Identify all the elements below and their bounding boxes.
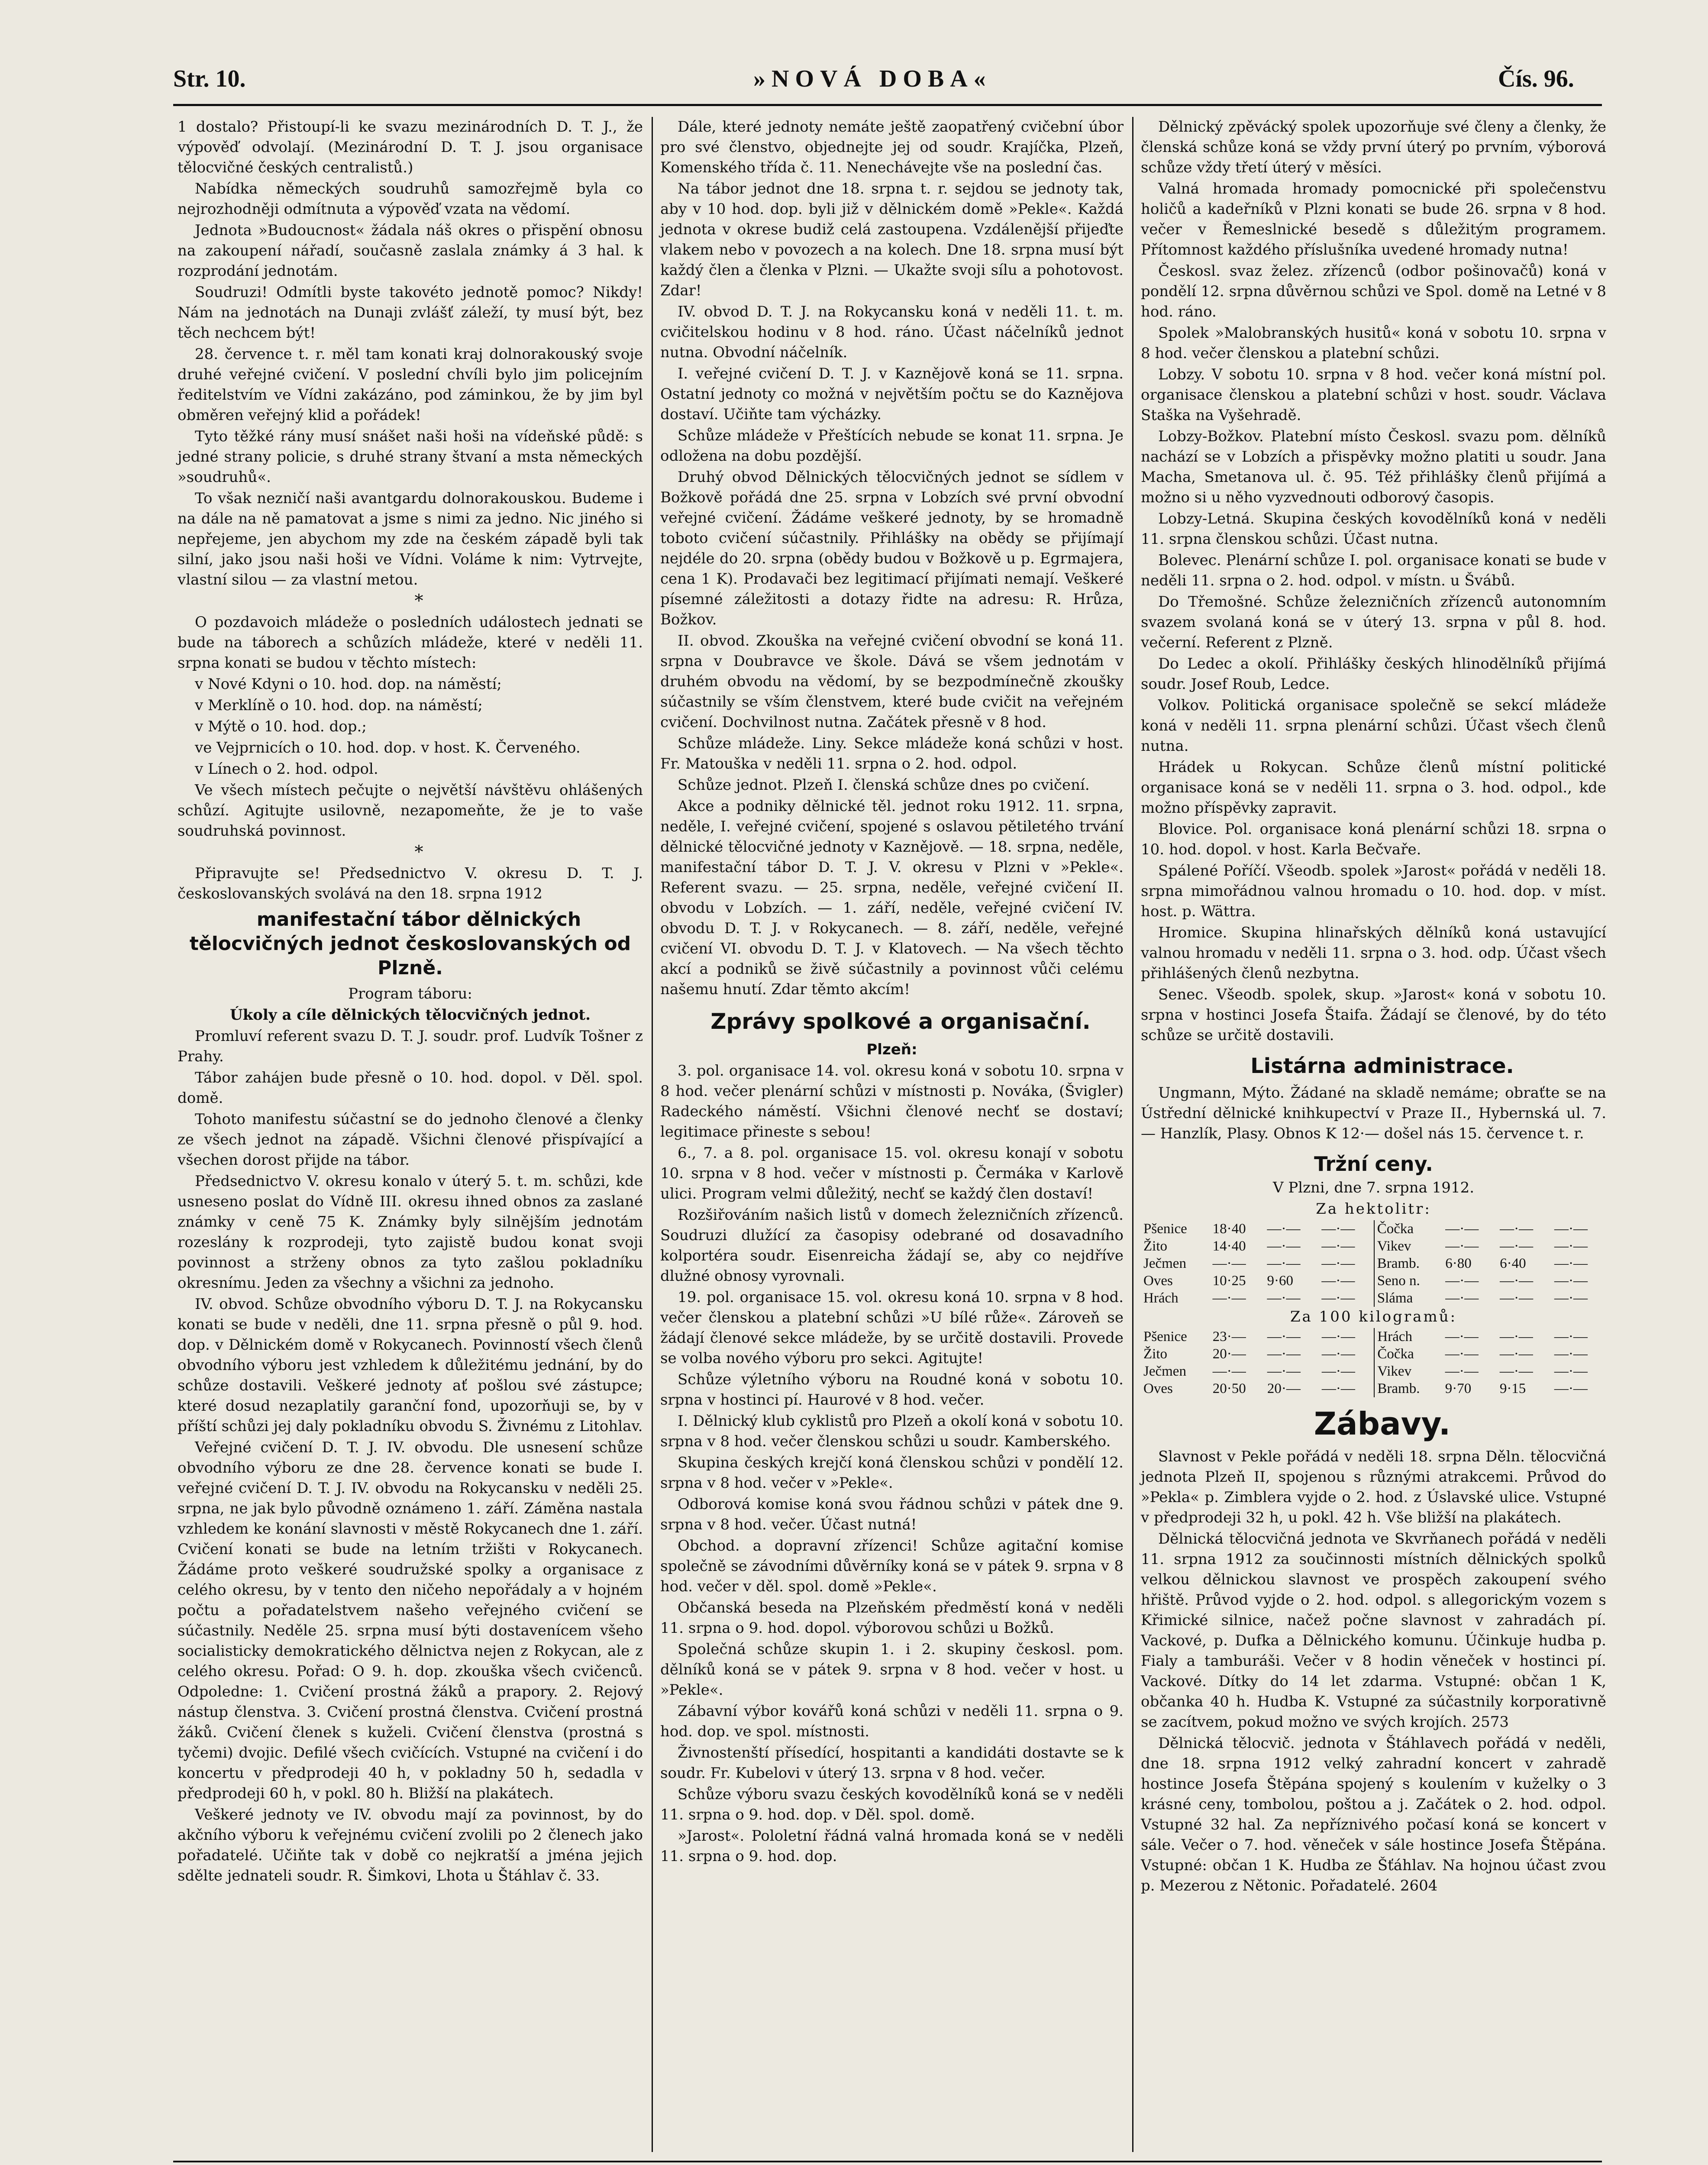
price-cell: —·— xyxy=(1499,1329,1533,1344)
col1-paragraph: O pozdavoich mládeže o posledních událostech jednati se bude na táborech a schůzích mládeže, které v neděli 11. srpna konati se budou v těchto místech: xyxy=(178,614,643,672)
price-cell: —·— xyxy=(1445,1329,1479,1344)
price-cell: 18·40 xyxy=(1212,1221,1246,1237)
col1-paragraph: Tyto těžké rány musí snášet naši hoši na vídeňské půdě: s jedné strany policie, s druhé strany štvaní a msta německých »soudruhů«. xyxy=(178,428,643,486)
price-cell: 10·25 xyxy=(1212,1273,1246,1289)
issue-number: Čís. 96. xyxy=(1498,65,1574,92)
col2-paragraph: Schůze jednot. Plzeň I. členská schůze dnes po cvičení. xyxy=(678,776,1090,794)
price-cell: 9·60 xyxy=(1267,1273,1294,1289)
col1-paragraph: 1 dostalo? Přistoupí-li ke svazu mezinárodních D. T. J., že výpověď odvolají. (Mezinárodní D. T. J. jsou organisace tělocvičné českých centralistů.) xyxy=(178,118,643,176)
col3-paragraph: Ungmann, Mýto. Žádané na skladě nemáme; obraťte se na Ústřední dělnické knihkupectví v Praze II., Hybernská ul. 7. — Hanzlík, Plasy. Obnos K 12·— došel nás 15. července t. r. xyxy=(1141,1084,1606,1142)
col1-paragraph: Úkoly a cíle dělnických tělocvičných jednot. xyxy=(230,1006,591,1024)
col2-paragraph: I. Dělnický klub cyklistů pro Plzeň a okolí koná v sobotu 10. srpna v 8 hod. večer členskou schůzi u soudr. Kamberského. xyxy=(660,1412,1124,1450)
commodity-name: Vikev xyxy=(1374,1238,1443,1255)
col2-paragraph: Plzeň: xyxy=(866,1041,917,1058)
commodity-name: Čočka xyxy=(1374,1345,1442,1363)
price-cell: 20·— xyxy=(1212,1346,1246,1362)
market-heading-kg: Za 100 kilogramů: xyxy=(1290,1308,1457,1325)
col2-paragraph: Živnostenští přísedící, hospitanti a kandidáti dostavte se k soudr. Fr. Kubelovi v úterý 13. srpna v 8 hod. večer. xyxy=(660,1744,1124,1782)
commodity-name: Sláma xyxy=(1374,1289,1443,1307)
column-3 xyxy=(1141,117,1606,1897)
price-cell: —·— xyxy=(1267,1256,1301,1271)
price-cell: —·— xyxy=(1321,1290,1355,1306)
price-cell: —·— xyxy=(1554,1221,1588,1237)
price-cell: —·— xyxy=(1445,1273,1479,1289)
col3b-paragraph: Slavnost v Pekle pořádá v neděli 18. srpna Děln. tělocvičná jednota Plzeň II, spojenou s různými atrakcemi. Průvod do »Pekla« p. Zimblera vyjde o 2. hod. z Úslavské ulice. Vstupné v předprodeji 32 h, u pokl. 42 h. Vše bližší na plakátech. xyxy=(1141,1448,1606,1526)
col2-paragraph: I. veřejné cvičení D. T. J. v Kaznějově koná se 11. srpna. Ostatní jednoty co možná v největším počtu se do Kaznějova dostaví. Učiňte tam výcházky. xyxy=(660,365,1124,423)
col2-paragraph: »Jarost«. Pololetní řádná valná hromada koná se v neděli 11. srpna o 9. hod. dop. xyxy=(660,1827,1124,1865)
col2-paragraph: Dále, které jednoty nemáte ještě zaopatřený cvičební úbor pro své členstvo, objednejte jej od soudr. Krajíčka, Plzeň, Komenského třída č. 11. Nenechávejte vše na poslední čas. xyxy=(660,118,1124,176)
col3b-paragraph: Dělnická tělocvič. jednota v Štáhlavech pořádá v neděli, dne 18. srpna 1912 velký zahradní koncert v zahradě hostince Josefa Štěpána spojený s koulením v kuželky o 3 krásné ceny, tombolou, poštou a j. Začátek o 2. hod. odpol. Vstupné 32 hal. Za nepříznivého počasí koná se koncert v sále. Večer o 7. hod. věneček v sále hostince Josefa Štěpána. Vstupné: občan 1 K. Hudba ze Šťáhlav. Na hojnou účast zvou p. Mezerou z Nětonic. Pořadatelé. 2604 xyxy=(1141,1735,1606,1894)
col2-paragraph: Občanská beseda na Plzeňském předměstí koná v neděli 11. srpna o 9. hod. dopol. výborovou schůzi u Božků. xyxy=(660,1599,1124,1637)
col2-paragraph: Schůze výboru svazu českých kovodělníků koná se v neděli 11. srpna o 9. hod. dop. v Děl. spol. domě. xyxy=(660,1786,1124,1823)
price-cell: —·— xyxy=(1554,1238,1588,1254)
col1-paragraph: Ve všech místech pečujte o největší návštěvu ohlášených schůzí. Agitujte usilovně, nezapomeňte, že je to vaše soudruhská povinnost. xyxy=(178,782,643,840)
col3-paragraph: Valná hromada hromady pomocnické při společenstvu holičů a kadeřníků v Plzni konati se bude 26. srpna v 8 hod. večer v Řemeslnické besedě s důležitým programem. Přítomnost každého příslušníka uvedené hromady nutna! xyxy=(1141,180,1606,259)
price-cell: —·— xyxy=(1321,1238,1355,1254)
price-cell: —·— xyxy=(1499,1346,1533,1362)
col2-paragraph: Na tábor jednot dne 18. srpna t. r. sejdou se jednoty tak, aby v 10 hod. dop. byli již v dělnickém domě »Pekle«. Každá jednota v okrese budiž celá zastoupena. Vzdálenější přijeďte vlakem nebo v povozech a na kolech. Dne 18. srpna musí být každý člen a členka v Plzni. — Ukažte svoji sílu a pohotovost. Zdar! xyxy=(660,180,1124,299)
price-cell: —·— xyxy=(1321,1364,1355,1379)
col3-paragraph: Hromice. Skupina hlinařských dělníků koná ustavující valnou hromadu v neděli 11. srpna o 3. hod. odp. Účast všech přihlášených členů nezbytna. xyxy=(1141,924,1606,982)
price-cell: —·— xyxy=(1321,1256,1355,1271)
col2-paragraph: Skupina českých krejčí koná členskou schůzi v pondělí 12. srpna v 8 hod. večer v »Pekle«. xyxy=(660,1454,1124,1492)
market-prices xyxy=(1141,1151,1606,1397)
col1-paragraph: * xyxy=(414,591,423,611)
price-cell: —·— xyxy=(1212,1290,1246,1306)
price-cell: 20·— xyxy=(1267,1381,1301,1396)
col2-paragraph: 6., 7. a 8. pol. organisace 15. vol. okresu konají v sobotu 10. srpna v 8 hod. večer v místnosti p. Čermáka v Karlově ulici. Program velmi důležitý, nechť se každý člen dostaví! xyxy=(660,1144,1124,1202)
price-row xyxy=(1141,1272,1606,1289)
col3-paragraph: Volkov. Politická organisace společně se sekcí mládeže koná v neděli 11. srpna plenární schůzi. Účast všech členů nutna. xyxy=(1141,697,1606,755)
price-cell: —·— xyxy=(1321,1329,1355,1344)
market-heading-hl: Za hektolitr: xyxy=(1316,1200,1431,1218)
price-cell: 6·80 xyxy=(1445,1256,1472,1271)
col3-paragraph: Lobzy-Letná. Skupina českých kovodělníků koná v neděli 11. srpna členskou schůzi. Účast nutna. xyxy=(1141,510,1606,548)
commodity-name: Oves xyxy=(1143,1273,1173,1289)
price-cell: —·— xyxy=(1445,1221,1479,1237)
commodity-name: Ječmen xyxy=(1143,1256,1186,1271)
col1-paragraph: Program táboru: xyxy=(348,985,472,1002)
col2-paragraph: Společná schůze skupin 1. i 2. skupiny českosl. pom. dělníků koná se v pátek 9. srpna v 8 hod. večer v host. u »Pekle«. xyxy=(660,1641,1124,1699)
price-cell: —·— xyxy=(1267,1329,1301,1344)
col3-paragraph: Spolek »Malobranských husitů« koná v sobotu 10. srpna v 8 hod. večer členskou a platební schůzi. xyxy=(1141,324,1606,362)
col1-paragraph: Předsednictvo V. okresu konalo v úterý 5. t. m. schůzi, kde usneseno poslat do Vídně III. okresu ihned obnos za zaslané známky v ceně 75 K. Známky byly silnějším jednotám rozeslány k rozprodeji, tyto zajistě budou konat svoji povinnost a strženy obnos za tyto zašlou pokladníku okresnímu. Jeden za všechny a všichni za jednoho. xyxy=(178,1173,643,1292)
col2-paragraph: Schůze mládeže. Liny. Sekce mládeže koná schůzi v host. Fr. Matouška v neděli 11. srpna o 2. hod. odpol. xyxy=(660,735,1124,772)
col1-paragraph: manifestační tábor dělnických tělocvičných jednot českoslovanských od Plzně. xyxy=(189,908,631,979)
price-row xyxy=(1141,1328,1606,1345)
col2-paragraph: II. obvod. Zkouška na veřejné cvičení obvodní se koná 11. srpna v Doubravce ve škole. Dává se všem jednotám v druhém obvodu na vědomí, by se bezpodmínečně zkoušky súčastnily se vším členstvem, které bude cvičit na veřejném cvičení. Dochvilnost nutna. Začátek přesně v 8 hod. xyxy=(660,632,1124,731)
price-cell: —·— xyxy=(1321,1381,1355,1396)
price-cell: —·— xyxy=(1500,1221,1534,1237)
col1-paragraph: v Merklíně o 10. hod. dop. na náměstí; xyxy=(195,697,483,714)
price-row xyxy=(1141,1289,1606,1307)
col3-paragraph: Senec. Všeodb. spolek, skup. »Jarost« koná v sobotu 10. srpna v hostinci Josefa Štaifa. Žádají se členové, by do této schůze se určitě dostavili. xyxy=(1141,986,1606,1044)
market-title: Tržní ceny. xyxy=(1314,1152,1433,1176)
page-header xyxy=(173,65,1602,104)
col1-paragraph: Tábor zahájen bude přesně o 10. hod. dopol. v Děl. spol. domě. xyxy=(178,1069,643,1107)
col1-paragraph: v Línech o 2. hod. odpol. xyxy=(195,760,378,778)
price-cell: —·— xyxy=(1212,1364,1246,1379)
market-date: V Plzni, dne 7. srpna 1912. xyxy=(1272,1179,1475,1196)
col1-paragraph: Promluví referent svazu D. T. J. soudr. prof. Ludvík Tošner z Prahy. xyxy=(178,1028,643,1065)
column-3-entertainment xyxy=(1141,1404,1606,1896)
page-number: Str. 10. xyxy=(173,65,246,92)
price-cell: —·— xyxy=(1445,1238,1479,1254)
commodity-name: Ječmen xyxy=(1143,1364,1186,1379)
col1-paragraph: * xyxy=(414,842,423,862)
commodity-name: Žito xyxy=(1143,1346,1167,1362)
commodity-name: Hrách xyxy=(1374,1328,1442,1345)
price-cell: —·— xyxy=(1554,1290,1588,1306)
price-cell: —·— xyxy=(1445,1290,1479,1306)
commodity-name: Pšenice xyxy=(1143,1221,1187,1237)
col2-paragraph: IV. obvod D. T. J. na Rokycansku koná v neděli 11. t. m. cvičitelskou hodinu v 8 hod. ráno. Účast náčelníků jednot nutna. Obvodní náčelník. xyxy=(660,303,1124,361)
column-divider-1 xyxy=(652,117,653,2152)
header-rule xyxy=(173,104,1602,106)
price-table-100kg xyxy=(1141,1328,1606,1397)
price-cell: —·— xyxy=(1212,1256,1246,1271)
col1-paragraph: ve Vejprnicích o 10. hod. dop. v host. K. Červeného. xyxy=(195,739,581,756)
col1-paragraph: Veřejné cvičení D. T. J. IV. obvodu. Dle usnesení schůze obvodního výboru ze dne 28. července konati se bude I. veřejné cvičení D. T. J. IV. obvodu na Rokycansku v neděli 25. srpna, ne jak bylo původně oznámeno 1. září. Záměna nastala vzhledem ke konání slavnosti v městě Rokycanech dne 1. září. Cvičení konati se bude na letním tržišti v Rokycanech. Žádáme proto veškeré soudružské spolky a organisace z celého okresu, by v tento den ničeho nepořádaly a v hojném počtu a pořadatelstvem našeho veřejného cvičení se súčastnily. Neděle 25. srpna musí býti dostavenícem všeho socialisticky demokratického dělnictva nejen z Rokycan, ale z celého okresu. Pořad: O 9. h. dop. zkouška všech cvičenců. Odpoledne: 1. Cvičení prostná žáků a prapory. 2. Rejový nástup členstva. 3. Cvičení prostná členstva. Cvičení prostná žáků. Cvičení členek s kuželi. Cvičení členstva (prostná s tyčemi) dvojic. Defilé všech cvičících. Vstupné na cvičení i do koncertu v předprodeji 40 h, v pokladny 50 h, sedadla v předprodeji 60 h, v pokl. 80 h. Bližší na plakátech. xyxy=(178,1439,643,1802)
price-cell: —·— xyxy=(1267,1290,1301,1306)
col1-paragraph: IV. obvod. Schůze obvodního výboru D. T. J. na Rokycansku konati se bude v neděli, dne 11. srpna přesně o půl 9. hod. dop. v Dělnickém domě v Rokycanech. Povinností všech členů obvodního výboru jest vzhledem k důležitému jednání, by do schůze dostavili. Veškeré jednoty ať pošlou své zástupce; které dosud nezaplatily garanční fond, upozorňuji se, by v příští schůzi jej daly pokladníku obvodu S. Živnému z Litohlav. xyxy=(178,1296,643,1435)
column-divider-2 xyxy=(1132,117,1133,2152)
col2-paragraph: Zábavní výbor kovářů koná schůzi v neděli 11. srpna o 9. hod. dop. ve spol. místnosti. xyxy=(660,1703,1124,1740)
price-cell: —·— xyxy=(1554,1346,1588,1362)
price-cell: 23·— xyxy=(1212,1329,1246,1344)
price-row xyxy=(1141,1363,1606,1380)
column-1 xyxy=(178,117,643,1887)
commodity-name: Vikev xyxy=(1374,1363,1442,1380)
price-cell: —·— xyxy=(1267,1364,1301,1379)
price-cell: 6·40 xyxy=(1500,1256,1526,1271)
col1-paragraph: Připravujte se! Předsednictvo V. okresu D. T. J. českoslovanských svolává na den 18. srpna 1912 xyxy=(178,865,643,902)
price-cell: —·— xyxy=(1267,1221,1301,1237)
column-2 xyxy=(660,117,1124,1868)
col3-paragraph: Spálené Poříčí. Všeodb. spolek »Jarost« pořádá v neděli 18. srpna mimořádnou valnou hromadu o 10. hod. dop. v míst. host. p. Wättra. xyxy=(1141,862,1606,920)
price-cell: —·— xyxy=(1500,1238,1534,1254)
commodity-name: Seno n. xyxy=(1374,1272,1443,1289)
price-cell: —·— xyxy=(1554,1381,1588,1396)
price-cell: 20·50 xyxy=(1212,1381,1246,1396)
col1-paragraph: v Mýtě o 10. hod. dop.; xyxy=(195,718,367,735)
col1-paragraph: To však nezničí naši avantgardu dolnorakouskou. Budeme i na dále na ně pamatovat a jsme s nimi za jedno. Nic jiného si nepřejeme, jen abychom my zde na českém západě byli tak silní, jako jsou naši hoši ve Vídni. Voláme k nim: Vytrvejte, vlastní silou — za vlastní metou. xyxy=(178,490,643,588)
col3-paragraph: Do Ledec a okolí. Přihlášky českých hlinodělníků přijímá soudr. Josef Roub, Ledce. xyxy=(1141,655,1606,693)
commodity-name: Bramb. xyxy=(1374,1380,1442,1397)
price-cell: —·— xyxy=(1267,1238,1301,1254)
price-cell: —·— xyxy=(1445,1346,1479,1362)
commodity-name: Žito xyxy=(1143,1238,1167,1254)
col3-paragraph: Hrádek u Rokycan. Schůze členů místní politické organisace koná se v neděli 11. srpna o 3. hod. odpol., kde možno příspěvky zapravit. xyxy=(1141,759,1606,817)
col2-paragraph: 3. pol. organisace 14. vol. okresu koná v sobotu 10. srpna v 8 hod. večer plenární schůzi v místnosti p. Nováka, (Švigler) Radeckého náměstí. Všichni členové nechť se dostaví; legitimace přineste s sebou! xyxy=(660,1062,1124,1141)
price-cell: —·— xyxy=(1321,1346,1355,1362)
col2-paragraph: 19. pol. organisace 15. vol. okresu koná 10. srpna v 8 hod. večer členskou a platební schůzi »U bílé růže«. Zároveň se žádají členové sekce mládeže, by se určitě dostavili. Provede se volba nového výboru pro sekci. Agitujte! xyxy=(660,1289,1124,1367)
masthead-title: »NOVÁ DOBA« xyxy=(753,65,992,92)
col2-paragraph: Odborová komise koná svou řádnou schůzi v pátek dne 9. srpna v 8 hod. večer. Účast nutná! xyxy=(660,1496,1124,1533)
col1-paragraph: Veškeré jednoty ve IV. obvodu mají za povinnost, by do akčního výboru k veřejnému cvičení zvolili po 2 členech jako pořadatelé. Učiňte tak v době co nejkratší a jména jejich sdělte jednateli soudr. R. Šimkovi, Lhota u Štáhlav č. 33. xyxy=(178,1806,643,1884)
col3-paragraph: Listárna administrace. xyxy=(1250,1054,1514,1078)
price-cell: —·— xyxy=(1554,1329,1588,1344)
col2-paragraph: Schůze mládeže v Přeštících nebude se konat 11. srpna. Je odložena na dobu pozdější. xyxy=(660,427,1124,465)
price-cell: —·— xyxy=(1554,1256,1588,1271)
price-row xyxy=(1141,1255,1606,1272)
col3-paragraph: Lobzy. V sobotu 10. srpna v 8 hod. večer koná místní pol. organisace členskou a platební schůzi v host. soudr. Václava Staška na Vyšehradě. xyxy=(1141,366,1606,424)
col3b-paragraph: Zábavy. xyxy=(1314,1406,1451,1442)
col1-paragraph: Nabídka německých soudruhů samozřejmě byla co nejrozhodněji odmítnuta a výpověď vzata na vědomí. xyxy=(178,180,643,218)
col3-paragraph: Lobzy-Božkov. Platební místo Českosl. svazu pom. dělníků nachází se v Lobzích a přispěvky možno platiti u soudr. Jana Macha, Smetanova ul. č. 95. Též přihlášky členů přijímá a možno si u něho vyzvednouti odborový časopis. xyxy=(1141,428,1606,506)
price-row xyxy=(1141,1220,1606,1238)
price-cell: 9·70 xyxy=(1445,1381,1472,1396)
col1-paragraph: v Nové Kdyni o 10. hod. dop. na náměstí; xyxy=(195,675,502,693)
commodity-name: Oves xyxy=(1143,1381,1173,1396)
col2-paragraph: Zprávy spolkové a organisační. xyxy=(710,1009,1091,1034)
price-cell: —·— xyxy=(1500,1273,1534,1289)
col1-paragraph: 28. července t. r. měl tam konati kraj dolnorakouský svoje druhé veřejné cvičení. V poslední chvíli bylo jim policejním ředitelstvím ve Vídni zakázáno, pod záminkou, že by jim byl obměren veřejný klid a pořádek! xyxy=(178,346,643,424)
price-cell: —·— xyxy=(1499,1364,1533,1379)
col2-paragraph: Obchod. a dopravní zřízenci! Schůze agitační komise společně se závodními důvěrníky koná se v pátek 9. srpna v 8 hod. večer v děl. spol. domě »Pekle«. xyxy=(660,1537,1124,1595)
col3-paragraph: Českosl. svaz želez. zřízenců (odbor pošinovačů) koná v pondělí 12. srpna důvěrnou schůzi ve Spol. domě na Letné v 8 hod. ráno. xyxy=(1141,262,1606,320)
price-cell: —·— xyxy=(1267,1346,1301,1362)
ad-top-rule xyxy=(173,2161,1602,2162)
price-row xyxy=(1141,1380,1606,1397)
col2-paragraph: Schůze výletního výboru na Roudné koná v sobotu 10. srpna v hostinci pí. Haurové v 8 hod. večer. xyxy=(660,1371,1124,1409)
col3b-paragraph: Dělnická tělocvičná jednota ve Skvrňanech pořádá v neděli 11. srpna 1912 za součinnosti místních dělnických spolků velkou dělnickou slavnost ve prospěch zakoupení svého hřiště. Průvod vyjde o 2. hod. odpol. s allegorickým vozem s Křimické silnice, načež počne slavnost v zahradách pí. Vackové, p. Dufka a Dělnického komunu. Účinkuje hudba p. Fialy a tamburáši. Večer v 8 hodin věneček v hostinci pí. Vackové. Dítky do 14 let zdarma. Vstupné: občan 1 K, občanka 40 h. Hudba K. Vstupné za súčastnily korporativně se zacítvem, pokud možno ve svých krojích. 2573 xyxy=(1141,1530,1606,1731)
col2-paragraph: Rozšiřováním našich listů v domech železničních zřízenců. Soudruzi dlužící za časopisy odebrané od dosavadního kolportéra soudr. Eisenreicha žádají se, aby co nejdříve dlužné obnosy vyrovnali. xyxy=(660,1206,1124,1285)
commodity-name: Hrách xyxy=(1143,1290,1178,1306)
price-cell: —·— xyxy=(1554,1273,1588,1289)
commodity-name: Pšenice xyxy=(1143,1329,1187,1344)
column-3-notices xyxy=(1141,117,1606,1144)
col3-paragraph: Blovice. Pol. organisace koná plenární schůzi 18. srpna o 10. hod. dopol. v host. Karla Bečvaře. xyxy=(1141,821,1606,858)
col2-paragraph: Druhý obvod Dělnických tělocvičných jednot se sídlem v Božkově pořádá dne 25. srpna v Lobzích své první obvodní veřejné cvičení. Žádáme veškeré jednoty, by se hromadně toboto cvičení súčastnily. Přihlášky na obědy se přijímají nejdéle do 20. srpna (obědy budou v Božkově u p. Egrmajera, cena 1 K). Prodavači bez legitimací přijímati nemají. Veškeré písemné záležitosti a dotazy řidte na adresu: R. Hrůza, Božkov. xyxy=(660,469,1124,628)
col3-paragraph: Do Třemošné. Schůze železničních zřízenců autonomním svazem svolaná koná se v úterý 13. srpna v půl 8. hod. večerní. Referent z Plzně. xyxy=(1141,593,1606,651)
price-table-hectolitre xyxy=(1141,1220,1606,1307)
col1-paragraph: Tohoto manifestu súčastní se do jednoho členové a členky ze všech jednot na západě. Všichni členové přispívající a všechen dorost přijde na tábor. xyxy=(178,1111,643,1169)
price-cell: 14·40 xyxy=(1212,1238,1246,1254)
col2-paragraph: Akce a podniky dělnické těl. jednot roku 1912. 11. srpna, neděle, I. veřejné cvičení, spojené s oslavou pětiletého trvání dělnické tělocvičné jednoty v Kaznějově. — 18. srpna, neděle, manifestační tábor D. T. J. V. okresu v Plzni v »Pekle«. Referent svazu. — 25. srpna, neděle, veřejné cvičení II. obvodu v Lobzích. — 1. září, neděle, veřejné cvičení IV. obvodu D. T. J. v Rokycanech. — 8. září, neděle, veřejné cvičení VI. obvodu D. T. J. v Klatovech. — Na všech těchto akcí a podniků se živě súčastnily a povinnost vůči celému našemu hnutí. Zdar těmto akcím! xyxy=(660,798,1124,998)
commodity-name: Čočka xyxy=(1374,1220,1443,1238)
price-cell: —·— xyxy=(1500,1290,1534,1306)
col3-paragraph: Bolevec. Plenární schůze I. pol. organisace konati se bude v neděli 11. srpna o 2. hod. odpol. v místn. u Švábů. xyxy=(1141,552,1606,589)
col3-paragraph: Dělnický zpěvácký spolek upozorňuje své členy a členky, že členská schůze koná se vždy první úterý po prvním, výborová schůze vždy třetí úterý v měsíci. xyxy=(1141,118,1606,176)
price-cell: —·— xyxy=(1554,1364,1588,1379)
price-row xyxy=(1141,1345,1606,1363)
price-cell: —·— xyxy=(1321,1221,1355,1237)
price-cell: —·— xyxy=(1445,1364,1479,1379)
price-cell: —·— xyxy=(1321,1273,1355,1289)
col1-paragraph: Soudruzi! Odmítli byste takovéto jednotě pomoc? Nikdy! Nám na jednotách na Dunaji zvlášť záleží, ty musí být, bez těch nechcem být! xyxy=(178,284,643,342)
price-cell: 9·15 xyxy=(1499,1381,1526,1396)
price-row xyxy=(1141,1238,1606,1255)
commodity-name: Bramb. xyxy=(1374,1255,1443,1272)
col1-paragraph: Jednota »Budoucnost« žádala náš okres o přispění obnosu na zakoupení nářadí, současně zaslala známky á 3 hal. k rozprodání jednotám. xyxy=(178,222,643,280)
